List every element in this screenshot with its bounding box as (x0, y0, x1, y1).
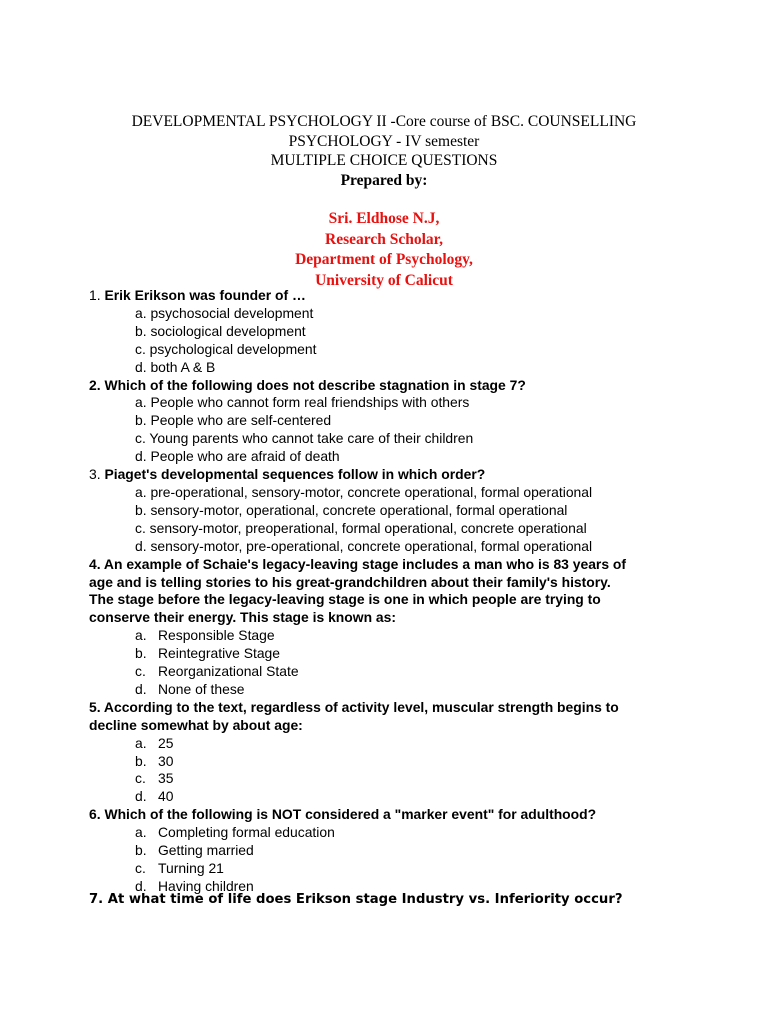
option-letter: b. (135, 645, 147, 662)
option-letter: b. (135, 752, 147, 769)
option-a: a. pre-operational, sensory-motor, concrete operational, formal operational (135, 483, 593, 500)
option-c: c. Young parents who cannot take care of their children (135, 430, 474, 447)
option-c (89, 663, 679, 681)
option-letter: c. (135, 770, 146, 787)
question-5 (89, 699, 679, 717)
option-c: c. psychological development (135, 340, 317, 357)
option-letter: c. (135, 860, 146, 876)
option-text: Reintegrative Stage (158, 645, 281, 662)
question-list (89, 287, 679, 896)
option-letter: d. (135, 788, 147, 805)
option-text: Reorganizational State (158, 663, 299, 680)
option-a (89, 735, 679, 753)
option-b (89, 842, 679, 860)
question-number: 1. (89, 287, 101, 303)
option-c: c. sensory-motor, preoperational, formal operational, concrete operational (135, 519, 587, 536)
option-a: a. psychosocial development (135, 304, 314, 321)
option-text: 25 (158, 734, 174, 751)
author-name: Sri. Eldhose N.J, (328, 210, 440, 227)
question-text-line-2: decline somewhat by about age: (89, 716, 303, 733)
question-text-line-2: age and is telling stories to his great-grandchildren about their family's history. (89, 573, 611, 590)
question-2 (89, 377, 679, 395)
question-text-line-4: conserve their energy. This stage is known as: (89, 609, 396, 626)
option-b: b. People who are self-centered (135, 412, 332, 429)
question-text: Which of the following does not describe stagnation in stage 7? (100, 376, 526, 393)
question-6 (89, 806, 679, 824)
option-b: b. sensory-motor, operational, concrete operational, formal operational (135, 501, 568, 518)
question-number: 6. (89, 806, 101, 823)
document-header (0, 112, 768, 190)
option-a: a. People who cannot form real friendships with others (135, 394, 470, 411)
option-c (89, 860, 679, 878)
question-number: 2. (89, 376, 101, 393)
option-letter: a. (135, 627, 147, 644)
option-letter: a. (135, 824, 147, 841)
author-block (0, 209, 768, 291)
option-text: Responsible Stage (158, 627, 275, 644)
option-a (89, 824, 679, 842)
option-text: Turning 21 (158, 860, 224, 876)
question-number: 5. (89, 698, 101, 715)
option-a (89, 627, 679, 645)
question-1 (89, 287, 679, 305)
question-4 (89, 556, 679, 574)
option-text: 35 (158, 770, 174, 787)
option-text: 40 (158, 788, 174, 805)
option-text: Completing formal education (158, 824, 335, 841)
option-letter: a. (135, 734, 147, 751)
section-title: MULTIPLE CHOICE QUESTIONS (270, 152, 498, 169)
option-d: d. both A & B (135, 358, 216, 375)
option-text: Having children (158, 877, 254, 894)
option-text: None of these (158, 680, 245, 697)
question-text-line-1: According to the text, regardless of activity level, muscular strength begins to (100, 698, 619, 715)
option-text: 30 (158, 752, 174, 769)
author-department: Department of Psychology, (295, 251, 473, 268)
course-title-line-1: DEVELOPMENTAL PSYCHOLOGY II -Core course of BSC. COUNSELLING (131, 113, 637, 130)
option-letter: d. (135, 680, 147, 697)
question-3 (89, 466, 679, 484)
question-text: Erik Erikson was founder of … (100, 287, 306, 303)
option-d: d. sensory-motor, pre-operational, concrete operational, formal operational (135, 537, 593, 554)
question-text: Which of the following is NOT considered a "marker event" for adulthood? (100, 806, 597, 823)
option-letter: c. (135, 663, 146, 680)
option-d (89, 681, 679, 699)
author-university: University of Calicut (315, 271, 453, 289)
option-d (89, 788, 679, 806)
question-number: 3. (89, 466, 101, 483)
author-role: Research Scholar, (325, 230, 443, 248)
option-d: d. People who are afraid of death (135, 448, 340, 465)
course-title-line-2: PSYCHOLOGY - IV semester (288, 132, 480, 150)
option-text: Getting married (158, 842, 254, 859)
question-number: 4. (89, 555, 101, 572)
question-7: 7. At what time of life does Erikson stage Industry vs. Inferiority occur? (89, 892, 623, 907)
option-c (89, 770, 679, 788)
option-letter: d. (135, 877, 147, 894)
question-text: Piaget's developmental sequences follow in which order? (100, 466, 486, 483)
prepared-by-label: Prepared by: (340, 171, 428, 189)
question-text-line-3: The stage before the legacy-leaving stage is one in which people are trying to (89, 591, 601, 608)
option-letter: b. (135, 842, 147, 859)
option-b: b. sociological development (135, 322, 306, 339)
option-b (89, 753, 679, 771)
question-text-line-1: An example of Schaie's legacy-leaving stage includes a man who is 83 years of (100, 555, 627, 572)
option-b (89, 645, 679, 663)
